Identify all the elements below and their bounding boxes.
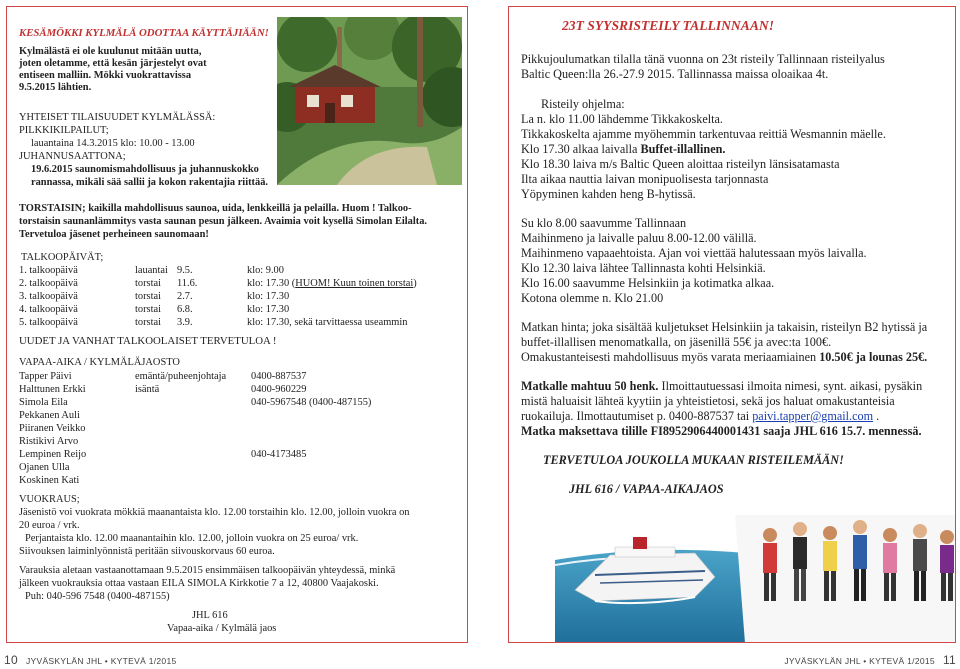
committee-phone: 040-4173485 (251, 449, 307, 460)
right-intro: Pikkujoulumatkan tilalla tänä vuonna on 23t risteily Tallinnaan risteilyalus (521, 52, 885, 66)
left-footer-text: JYVÄSKYLÄN JHL • KYTEVÄ 1/2015 (25, 656, 177, 666)
capacity-bold: Matkalle mahtuu 50 henk. (521, 379, 659, 393)
intro-line: Kylmälästä ei ole kuulunut mitään uutta, (19, 46, 202, 57)
price-line: buffet-illallisen menomatkalla, on jäsenillä 55€ ja avec:ta 100€. (521, 335, 832, 349)
cottage-photo-image (277, 17, 462, 185)
committee-role: emäntä/puheenjohtaja (135, 371, 227, 382)
program-heading: Risteily ohjelma: (541, 97, 625, 111)
talkoo-row-day: torstai (135, 291, 161, 302)
committee-name: Koskinen Kati (19, 475, 80, 486)
varaus-text: jälkeen vuokrauksia ottaa vastaan EILA SIMOLA Kirkkotie 7 a 12, 40800 Vaajakoski. (19, 578, 379, 589)
vuokraus-text: Siivouksen laiminlyönnistä peritään siivouskorvaus 60 euroa. (19, 546, 275, 557)
torstai-text: Tervetuloa jäsenet perheineen saunomaan! (19, 229, 209, 240)
committee-name: Lempinen Reijo (19, 449, 87, 460)
talkoo-row-day: torstai (135, 278, 161, 289)
sunday-line: Klo 12.30 laiva lähtee Tallinnasta kohti Helsinkiä. (521, 261, 766, 275)
talkoo-row-time: klo: 17.30, sekä tarvittaessa useammin (247, 317, 408, 328)
intro-line: 9.5.2015 lähtien. (19, 82, 92, 93)
talkoo-row-time (247, 278, 417, 291)
intro-line: joten oletamme, että kesän järjestelyt ovat (19, 58, 207, 69)
buffet-bold: Buffet-illallinen. (640, 142, 726, 156)
varaus-text: Varauksia aletaan vastaanottamaan 9.5.2015 ensimmäisen talkoopäivän yhteydessä, minkä (19, 565, 396, 576)
committee-name: Simola Eila (19, 397, 68, 408)
talkoo-row-number: 3. talkoopäivä (19, 291, 78, 302)
talkoo-row-number: 5. talkoopäivä (19, 317, 78, 328)
cruise-ship-image (555, 505, 956, 643)
talkoo-row-time: klo: 17.30 (247, 291, 290, 302)
varaus-text: Puh: 040-596 7548 (0400-487155) (25, 591, 170, 602)
torstai-text: torstaisin saunanlämmitys vasta saunan pesun jälkeen. Avaimia voit kysellä Simolan Eilalta. (19, 216, 427, 227)
intro-line: entiseen malliin. Mökki vuokrattavissa (19, 70, 192, 81)
talkoo-row-number: 2. talkoopäivä (19, 278, 78, 289)
right-intro: Baltic Queen:lla 26.-27.9 2015. Tallinnassa maissa oloaikaa 4t. (521, 67, 829, 81)
talkoo-welcome: UUDET JA VANHAT TALKOOLAISET TERVETULOA ! (19, 335, 277, 347)
talkoo-row-date: 2.7. (177, 291, 193, 302)
committee-name: Piiranen Veikko (19, 423, 86, 434)
committee-name: Halttunen Erkki (19, 384, 86, 395)
capacity-line (521, 379, 922, 393)
right-title: 23T SYYSRISTEILY TALLINNAAN! (562, 18, 774, 33)
sunday-line: Kotona olemme n. Klo 21.00 (521, 291, 664, 305)
right-welcome: TERVETULOA JOUKOLLA MUKAAN RISTEILEMÄÄN! (543, 453, 844, 467)
talkoo-row-number: 1. talkoopäivä (19, 265, 78, 276)
right-footer (784, 653, 956, 667)
talkoo-row-time: klo: 17.30 (247, 304, 290, 315)
torstai-text: TORSTAISIN; kaikilla mahdollisuus saunoa, uida, lenkkeillä ja pelailla. Huom ! Talkoo- (19, 203, 412, 214)
right-page-number: 11 (942, 653, 956, 667)
right-footer-text: JYVÄSKYLÄN JHL • KYTEVÄ 1/2015 (784, 656, 935, 666)
email-link[interactable]: paivi.tapper@gmail.com (752, 409, 874, 423)
committee-name: Ristikivi Arvo (19, 436, 79, 447)
left-page-number: 10 (4, 653, 18, 667)
talkoo-row-close: ) (413, 278, 417, 289)
capacity-text: Ilmoittautuessasi ilmoita nimesi, synt. aikasi, pysäkin (658, 379, 923, 393)
committee-name: Ojanen Ulla (19, 462, 70, 473)
committee-heading: VAPAA-AIKA / KYLMÄLÄJAOSTO (19, 357, 180, 368)
program-line: Ilta aikaa nauttia laivan monipuolisesta tarjonnasta (521, 172, 769, 186)
talkoo-heading: TALKOOPÄIVÄT; (21, 252, 104, 263)
left-footer (4, 653, 177, 667)
vuokraus-text: Jäsenistö voi vuokrata mökkiä maanantaista klo. 12.00 torstaihin klo. 12.00, jolloin vuokra on (19, 507, 410, 518)
sunday-line: Klo 16.00 saavumme Helsinkiin ja kotimatka alkaa. (521, 276, 775, 290)
cruise-ship-photo (555, 505, 956, 643)
program-line (521, 142, 725, 156)
talkoo-row-date: 11.6. (177, 278, 198, 289)
juhannus-text: rannassa, mikäli sää sallii ja kokon rakentajia riittää. (31, 177, 268, 188)
talkoo-row-note: HUOM! Kuun toinen torstai (295, 278, 414, 289)
talkoo-row-day: torstai (135, 304, 161, 315)
capacity-period: . (873, 409, 880, 423)
price-line-text: Omakustanteisesti mahdollisuus myös varata meriaamiainen (521, 350, 820, 364)
juhannus-text: 19.6.2015 saunomismahdollisuus ja juhannuskokko (31, 164, 259, 175)
sunday-line: Maihinmeno vapaaehtoista. Ajan voi viettää halutessaan myös laivalla. (521, 246, 867, 260)
committee-phone: 040-5967548 (0400-487155) (251, 397, 372, 408)
pilkki-date: lauantaina 14.3.2015 klo: 10.00 - 13.00 (31, 138, 195, 149)
left-signature: Vapaa-aika / Kylmälä jaos (167, 623, 277, 634)
talkoo-row-time-text: klo: 17.30 ( (247, 278, 296, 289)
committee-phone: 0400-960229 (251, 384, 307, 395)
payment-line: Matka maksettava tilille FI8952906440001431 saaja JHL 616 15.7. mennessä. (521, 424, 922, 438)
committee-name: Tapper Päivi (19, 371, 72, 382)
program-line-text: Klo 17.30 alkaa laivalla (521, 142, 641, 156)
talkoo-row-time: klo: 9.00 (247, 265, 284, 276)
right-signature: JHL 616 / VAPAA-AIKAJAOS (569, 482, 724, 496)
program-line: La n. klo 11.00 lähdemme Tikkakoskelta. (521, 112, 723, 126)
vuokraus-heading: VUOKRAUS; (19, 494, 80, 505)
committee-phone: 0400-887537 (251, 371, 307, 382)
left-signature: JHL 616 (192, 610, 228, 621)
program-line: Klo 18.30 laiva m/s Baltic Queen aloittaa risteilyn länsisatamasta (521, 157, 840, 171)
capacity-line (521, 409, 879, 423)
left-title: KESÄMÖKKI KYLMÄLÄ ODOTTAA KÄYTTÄJIÄÄN! (19, 27, 269, 39)
pilkki-heading: PILKKIKILPAILUT; (19, 125, 109, 136)
program-line: Tikkakoskelta ajamme myöhemmin tarkentuvaa reittiä Wesmannin mäelle. (521, 127, 886, 141)
sunday-line: Maihinmeno ja laivalle paluu 8.00-12.00 välillä. (521, 231, 757, 245)
talkoo-row-number: 4. talkoopäivä (19, 304, 78, 315)
talkoo-row-date: 9.5. (177, 265, 193, 276)
right-page-panel (508, 6, 956, 643)
committee-role: isäntä (135, 384, 160, 395)
price-line (521, 350, 927, 364)
committee-name: Pekkanen Auli (19, 410, 80, 421)
capacity-line: mistä haluaisit lähteä kyytiin ja yhteistietosi, sekä jos haluat omakustanteisia (521, 394, 895, 408)
capacity-text: ruokailuja. Ilmottautumiset p. 0400-887537 tai (521, 409, 753, 423)
vuokraus-text: Perjantaista klo. 12.00 maanantaihin klo. 12.00, jolloin vuokra on 25 euroa/ vrk. (25, 533, 359, 544)
talkoo-row-day: torstai (135, 317, 161, 328)
talkoo-row-date: 3.9. (177, 317, 193, 328)
program-line: Yöpyminen kahden heng B-hytissä. (521, 187, 696, 201)
sunday-line: Su klo 8.00 saavumme Tallinnaan (521, 216, 687, 230)
cottage-photo (277, 17, 462, 185)
talkoo-row-day: lauantai (135, 265, 168, 276)
vuokraus-text: 20 euroa / vrk. (19, 520, 80, 531)
juhannus-heading: JUHANNUSAATTONA; (19, 151, 126, 162)
price-line: Matkan hinta; joka sisältää kuljetukset Helsinkiin ja takaisin, risteilyn B2 hytissä ja (521, 320, 928, 334)
talkoo-row-date: 6.8. (177, 304, 193, 315)
left-page-panel (6, 6, 468, 643)
events-heading: YHTEISET TILAISUUDET KYLMÄLÄSSÄ: (19, 112, 216, 123)
price-bold: 10.50€ ja lounas 25€. (819, 350, 928, 364)
